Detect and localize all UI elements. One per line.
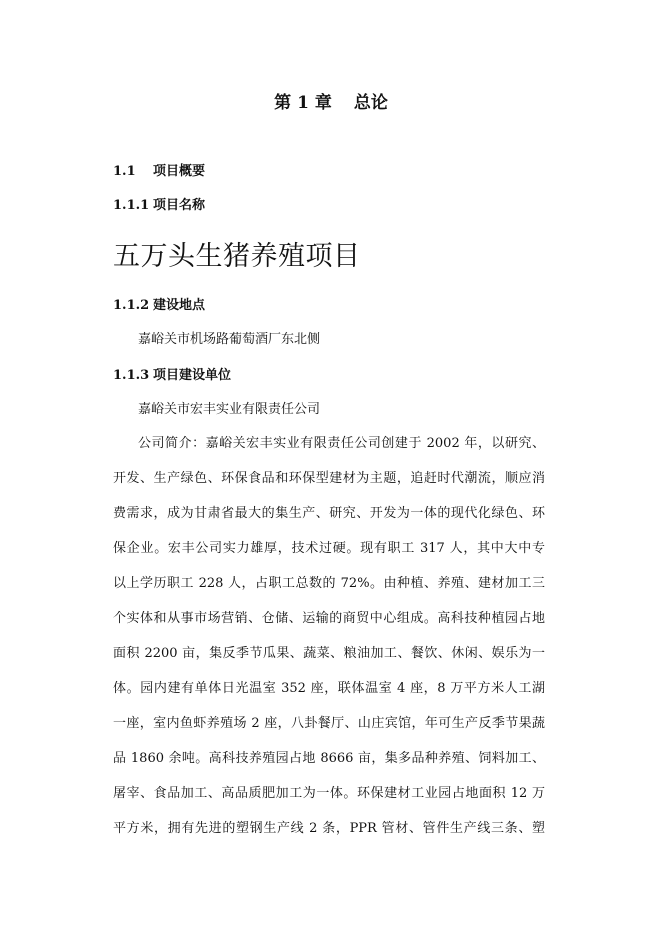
paragraph-line: 以上学历职工 228 人，占职工总数的 72%。由种植、养殖、建材加工三 <box>113 576 545 591</box>
chapter-heading <box>0 88 662 113</box>
paragraph-line: 个实体和从事市场营销、仓储、运输的商贸中心组成。高科技种植园占地 <box>113 611 545 626</box>
chapter-suffix: 章 <box>314 93 332 113</box>
section-title: 项目概要 <box>153 164 206 179</box>
paragraph-line: 面积 2200 亩，集反季节瓜果、蔬菜、粮油加工、餐饮、休闲、娱乐为一 <box>113 646 545 661</box>
section-title: 项目建设单位 <box>153 368 232 383</box>
chapter-prefix: 第 <box>274 93 292 113</box>
section-heading-1-1-3 <box>113 364 231 383</box>
paragraph-line: 开发、生产绿色、环保食品和环保型建材为主题，追赶时代潮流，顺应消 <box>113 471 545 486</box>
section-number: 1.1.1 <box>113 198 150 213</box>
company-name-text: 嘉峪关市宏丰实业有限责任公司 <box>138 402 321 417</box>
section-heading-1-1 <box>113 160 205 179</box>
paragraph-line: 公司简介：嘉峪关宏丰实业有限责任公司创建于 2002 年，以研究、 <box>138 436 545 451</box>
paragraph-line: 品 1860 余吨。高科技养殖园占地 8666 亩，集多品种养殖、饲料加工、 <box>113 751 545 766</box>
section-heading-1-1-1 <box>113 194 205 213</box>
paragraph-line: 平方米，拥有先进的塑钢生产线 2 条，PPR 管材、管件生产线三条、塑 <box>113 821 545 836</box>
project-location-text: 嘉峪关市机场路葡萄酒厂东北侧 <box>138 332 321 347</box>
paragraph-line: 保企业。宏丰公司实力雄厚，技术过硬。现有职工 317 人，其中大中专 <box>113 541 545 556</box>
section-title: 项目名称 <box>153 198 206 213</box>
project-name-title: 五万头生猪养殖项目 <box>113 241 361 272</box>
paragraph-line: 一座，室内鱼虾养殖场 2 座，八卦餐厅、山庄宾馆，年可生产反季节果蔬 <box>113 716 545 731</box>
paragraph-line: 费需求，成为甘肃省最大的集生产、研究、开发为一体的现代化绿色、环 <box>113 506 545 521</box>
chapter-number: 1 <box>297 93 309 113</box>
paragraph-line: 体。园内建有单体日光温室 352 座，联体温室 4 座，8 万平方米人工湖 <box>113 681 545 696</box>
section-number: 1.1.3 <box>113 368 150 383</box>
paragraph-line: 屠宰、食品加工、高品质肥加工为一体。环保建材工业园占地面积 12 万 <box>113 786 545 801</box>
section-number: 1.1 <box>113 164 136 179</box>
section-heading-1-1-2 <box>113 294 205 313</box>
section-title: 建设地点 <box>153 298 206 313</box>
section-number: 1.1.2 <box>113 298 150 313</box>
chapter-title: 总论 <box>353 93 388 113</box>
